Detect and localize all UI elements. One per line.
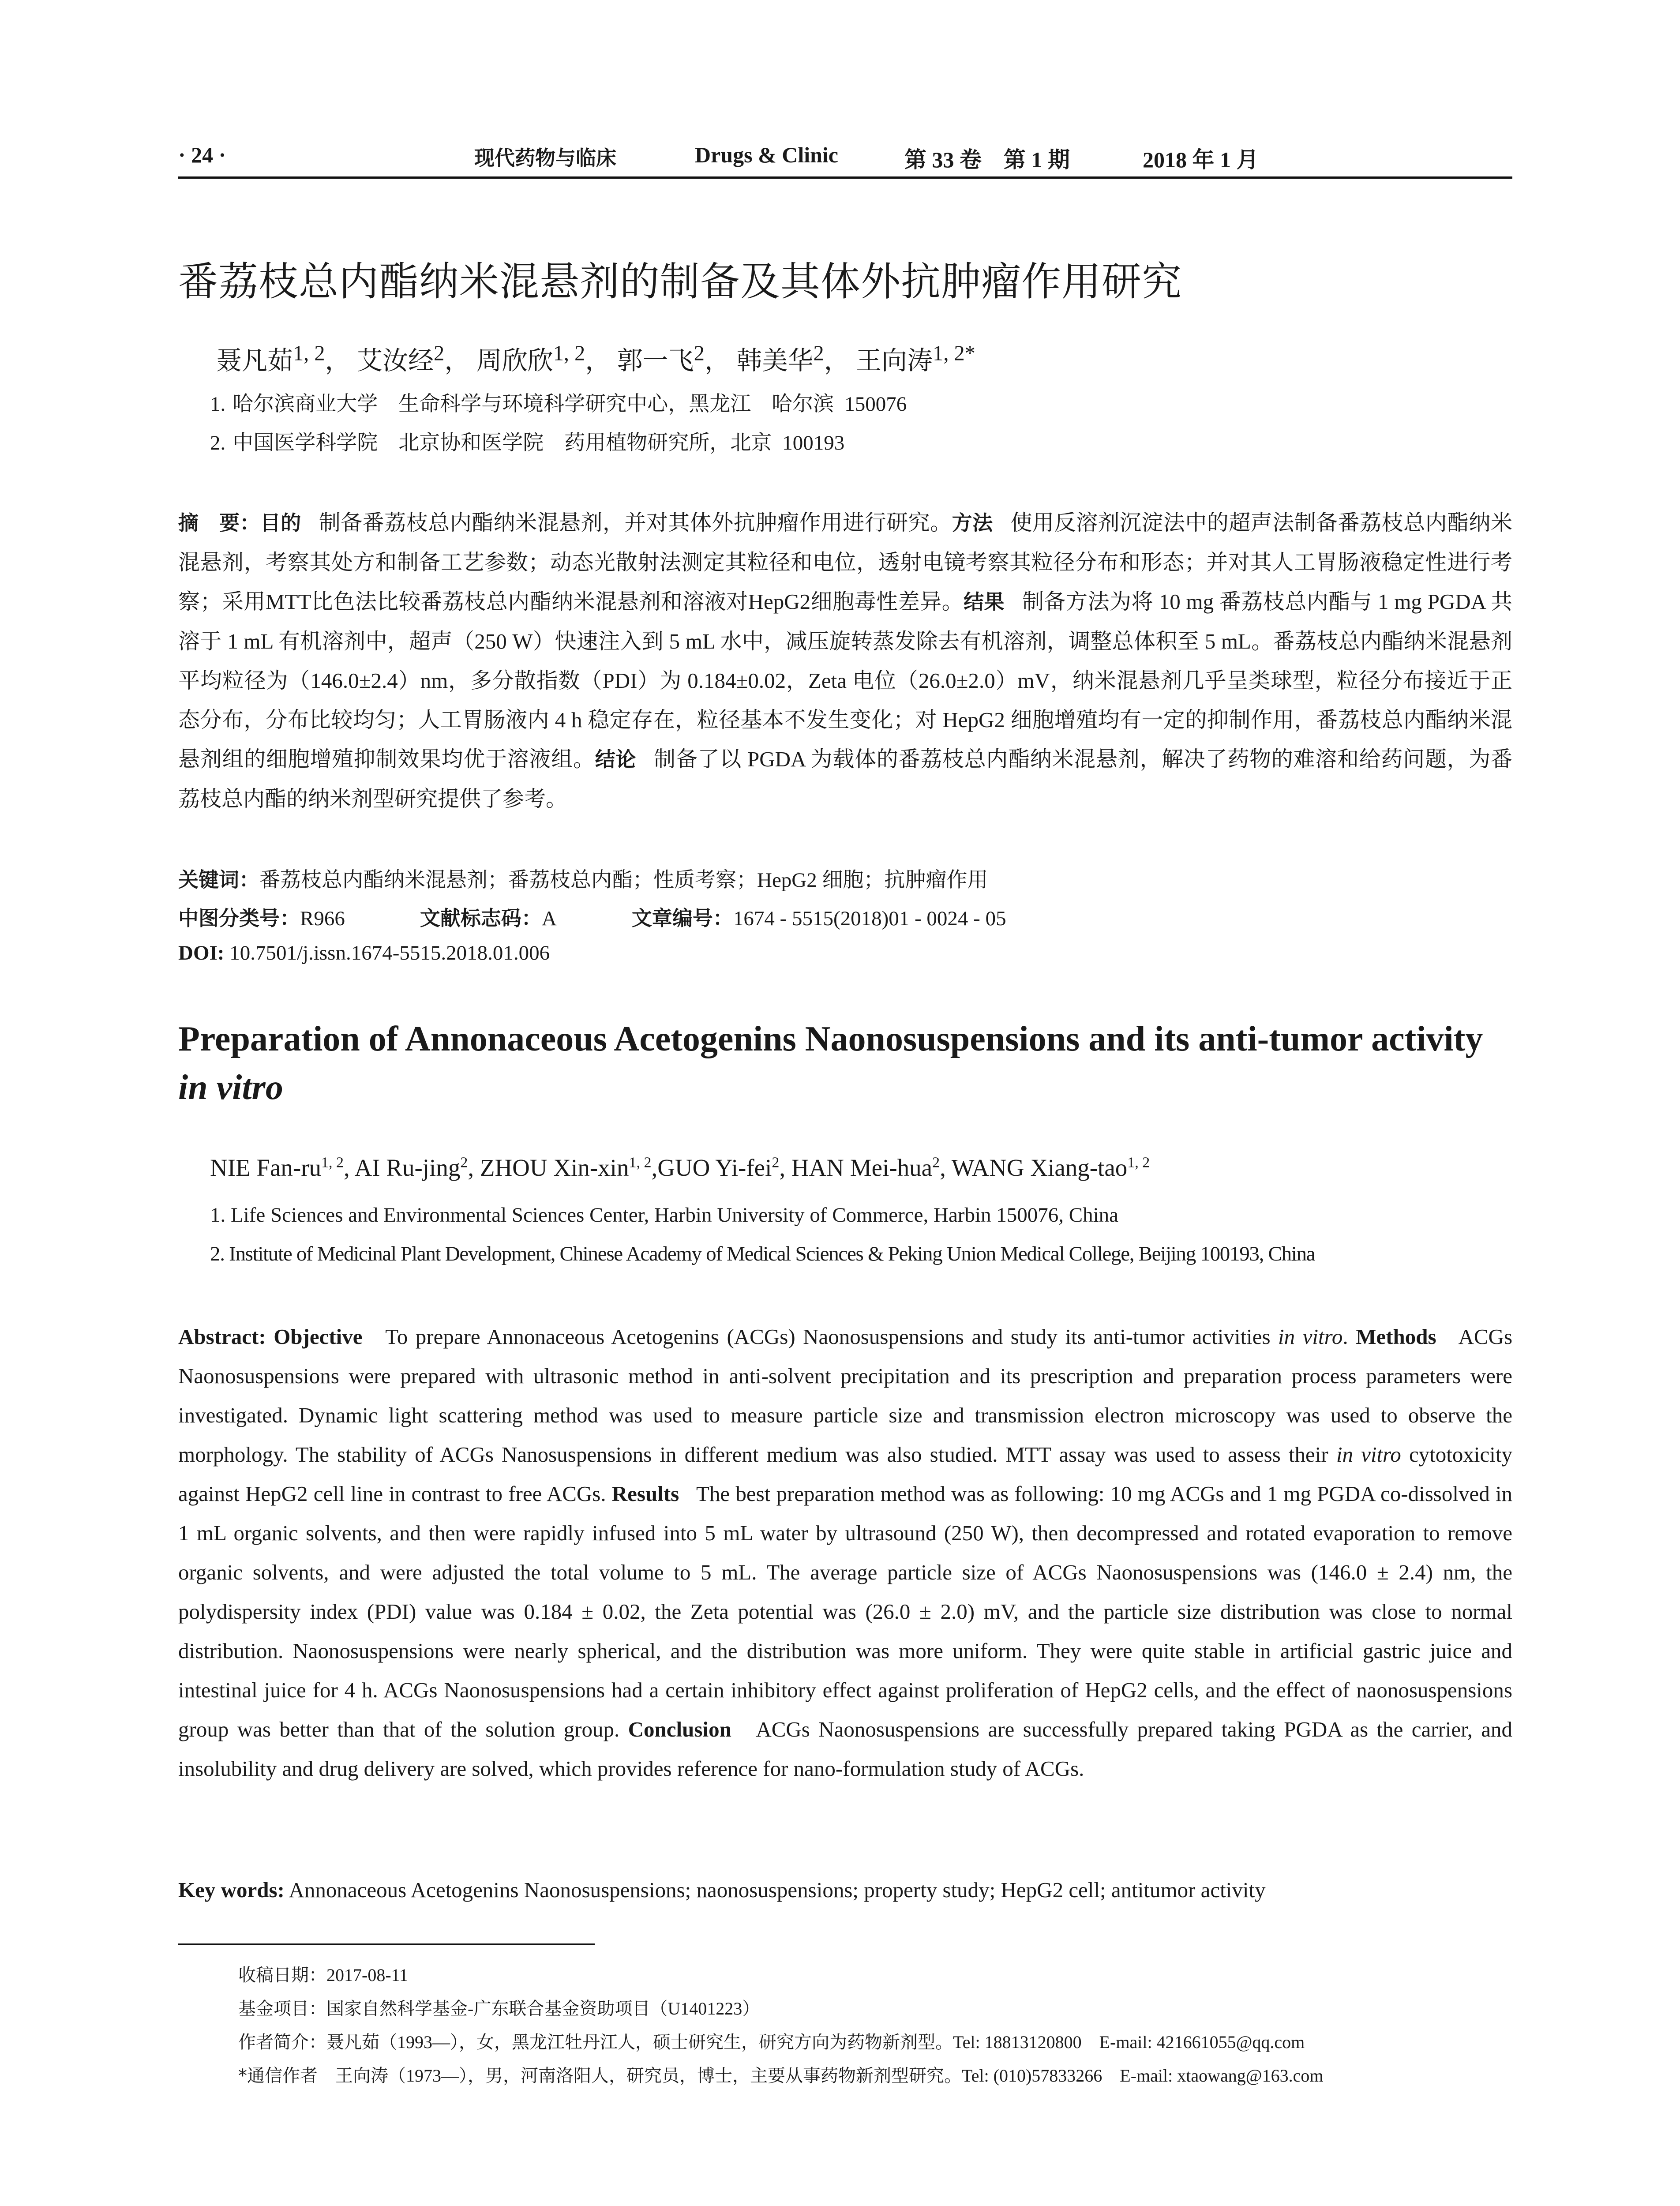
footnote-label: *通信作者	[238, 2066, 318, 2086]
en-title-italic: in vitro	[178, 1068, 283, 1107]
en-author: WANG Xiang-tao	[951, 1154, 1128, 1181]
cn-affiliation	[210, 387, 907, 417]
keywords-label: Key words:	[178, 1878, 285, 1902]
en-abstract	[178, 1317, 1512, 1788]
keywords-label: 关键词：	[178, 868, 259, 892]
footnote-label: 收稿日期：	[238, 1965, 326, 1985]
footnote-author-bio	[238, 2028, 1305, 2053]
affiliation-text: 哈尔滨商业大学 生命科学与环境科学研究中心，黑龙江 哈尔滨	[232, 393, 834, 416]
cn-author-list: 聂凡茹$^{1, 2}$， 艾汝经$^2$， 周欣欣$^{1, 2}$， 郭一飞$^2$， 韩美华$^2$， 王向涛$^{1, 2*}$	[216, 341, 975, 375]
footnote-rule	[178, 1943, 595, 1945]
footnote-text: 国家自然科学基金-广东联合基金资助项目（U1401223）	[326, 1999, 760, 2018]
cn-author-sup: 2	[694, 341, 705, 365]
en-author-sup: 2	[460, 1154, 468, 1171]
author-separator: ,	[651, 1154, 658, 1181]
methods-italic: in vitro	[1336, 1442, 1401, 1467]
cn-title: 番荔枝总内酯纳米混悬剂的制备及其体外抗肿瘤作用研究	[178, 259, 1182, 305]
conclusion-text: 制备了以 PGDA 为载体的番荔枝总内酯纳米混悬剂，解决了药物的难溶和给药问题，为番荔枝总内酯的纳米剂型研究提供了参考。	[178, 747, 1512, 811]
en-author: HAN Mei-hua	[791, 1154, 933, 1181]
author-separator: ,	[940, 1154, 952, 1181]
cn-author: 韩美华	[736, 346, 814, 375]
clc-label: 中图分类号：	[178, 906, 300, 930]
header-rule	[178, 176, 1512, 179]
methods-text: 使用反溶剂沉淀法中的超声法制备番荔枝总内酯纳米混悬剂，考察其处方和制备工艺参数；动态光散射法测定其粒径和电位，透射电镜考察其粒径分布和形态；并对其人工胃肠液稳定性进行考察；采用MTT比色法比较番荔枝总内酯纳米混悬剂和溶液对HepG2细胞毒性差异。	[178, 510, 1512, 614]
page-number: · 24 ·	[178, 143, 226, 167]
footnote-text: 王向涛（1973—），男，河南洛阳人，研究员，博士，主要从事药物新剂型研究。Tel: (010)57833266 E-mail: xtaowang@163.com	[318, 2066, 1324, 2086]
conclusion-label: Conclusion	[628, 1717, 731, 1741]
cn-author: 郭一飞	[617, 346, 694, 375]
en-author-sup: 2	[932, 1154, 940, 1171]
objective-text: To prepare Annonaceous Acetogenins (ACGs) Naonosuspensions and study its anti-tumor activities	[385, 1324, 1271, 1349]
cn-author: 聂凡茹	[216, 346, 293, 375]
cn-author-sup: 1, 2	[553, 341, 585, 365]
footnote-corresponding	[238, 2062, 1323, 2087]
cn-author-sup: 1, 2	[293, 341, 325, 365]
journal-name-cn: 现代药物与临床	[474, 146, 616, 170]
cn-author-sup: 1, 2*	[933, 341, 975, 365]
en-author-sup: 1, 2	[321, 1154, 344, 1171]
en-author-sup: 1, 2	[1127, 1154, 1150, 1171]
article-no-value: 1674 - 5515(2018)01 - 0024 - 05	[733, 907, 1006, 930]
abstract-label: Abstract:	[178, 1324, 266, 1349]
footnote-label: 基金项目：	[238, 1999, 326, 2019]
postcode: 100193	[782, 431, 845, 454]
footnote-text: 聂凡茹（1993—），女，黑龙江牡丹江人，硕士研究生，研究方向为药物新剂型。Tel: 18813120800 E-mail: 421661055@qq.com	[326, 2032, 1305, 2052]
en-author: GUO Yi-fei	[657, 1154, 772, 1181]
cn-author: 周欣欣	[476, 346, 553, 375]
doc-code-label: 文献标志码：	[420, 906, 542, 930]
en-author: AI Ru-jing	[354, 1154, 461, 1181]
objective-label: Objective	[274, 1324, 363, 1349]
en-author: ZHOU Xin-xin	[480, 1154, 629, 1181]
en-author-sup: 2	[772, 1154, 780, 1171]
doc-code-value: A	[541, 907, 557, 930]
cn-author: 艾汝经	[357, 346, 434, 375]
results-text: The best preparation method was as following: 10 mg ACGs and 1 mg PGDA co-dissolved in 1 mL organic solvents, and then were rapidly infused into 5 mL water by ultrasound (250 W), then decompressed and rotated evaporation to remove organic solvents, and were adjusted the total volume to 5 mL. The average particle size of ACGs Naonosuspensions was (146.0 ± 2.4) nm, the polydispersity index (PDI) value was 0.184 ± 0.02, the Zeta potential was (26.0 ± 2.0) mV, and the particle size distribution was close to normal distribution. Naonosuspensions were nearly spherical, and the distribution was more uniform. They were quite stable in artificial gastric juice and intestinal juice for 4 h. ACGs Naonosuspensions had a certain inhibitory effect against proliferation of HepG2 cells, and the effect of naonosuspensions group was better than that of the solution group.	[178, 1482, 1513, 1741]
results-label: Results	[611, 1482, 679, 1506]
doi-line	[178, 941, 550, 965]
classification-line	[178, 902, 1006, 931]
footnote-label: 作者简介：	[238, 2032, 326, 2052]
methods-label: Methods	[1356, 1324, 1436, 1349]
abstract-label: 摘 要：	[178, 511, 260, 535]
en-author-sup: 1, 2	[629, 1154, 652, 1171]
en-keywords	[178, 1877, 1266, 1902]
footnote-received	[238, 1961, 408, 1986]
author-separator: ,	[468, 1154, 480, 1181]
en-affiliation: 2. Institute of Medicinal Plant Development, Chinese Academy of Medical Sciences & Peking Union Medical College, Beijing 100193, China	[210, 1242, 1315, 1265]
affiliation-number: 2.	[210, 431, 226, 454]
conclusion-label: 结论	[595, 747, 637, 771]
footnote-funding	[238, 1995, 760, 2020]
article-no-label: 文章编号：	[631, 906, 733, 930]
methods-text: ACGs Naonosuspensions were prepared with ultrasonic method in anti-solvent precipitation and its prescription and preparation process parameters were investigated. Dynamic light scattering method was used to measure particle size and transmission electron microscopy was used to observe the morphology. The stability of ACGs Nanosuspensions in different medium was also studied. MTT assay was used to assess their	[178, 1324, 1513, 1467]
objective-italic: in vitro	[1278, 1324, 1343, 1349]
methods-label: 方法	[952, 511, 993, 535]
affiliation-text: 中国医学科学院 北京协和医学院 药用植物研究所，北京	[232, 431, 772, 454]
footnote-text: 2017-08-11	[326, 1965, 409, 1985]
en-affiliation: 1. Life Sciences and Environmental Sciences Center, Harbin University of Commerce, Harbin 150076, China	[210, 1204, 1119, 1227]
journal-date: 2018 年 1 月	[1143, 147, 1259, 172]
results-label: 结果	[964, 590, 1005, 614]
cn-author-sup: 2	[813, 341, 824, 365]
cn-affiliation	[210, 426, 844, 456]
en-author: NIE Fan-ru	[210, 1154, 322, 1181]
journal-name-en: Drugs & Clinic	[695, 143, 838, 167]
conclusion-text: ACGs Naonosuspensions are successfully prepared taking PGDA as the carrier, and insolubility and drug delivery are solved, which provides reference for nano-formulation study of ACGs.	[178, 1717, 1513, 1781]
cn-author: 王向涛	[856, 346, 933, 375]
author-separator: ,	[779, 1154, 791, 1181]
objective-text: 制备番荔枝总内酯纳米混悬剂，并对其体外抗肿瘤作用进行研究。	[319, 510, 952, 535]
journal-volume: 第 33 卷 第 1 期	[904, 147, 1070, 172]
cn-keywords	[178, 863, 988, 893]
en-title	[178, 1015, 1512, 1112]
objective-end: .	[1342, 1324, 1348, 1349]
cn-abstract	[178, 503, 1512, 818]
objective-label: 目的	[260, 511, 301, 535]
en-title-main: Preparation of Annonaceous Acetogenins Naonosuspensions and its anti-tumor activity	[178, 1020, 1483, 1058]
affiliation-number: 1.	[210, 393, 226, 416]
doi-value: 10.7501/j.issn.1674-5515.2018.01.006	[229, 942, 550, 964]
results-text: 制备方法为将 10 mg 番荔枝总内酯与 1 mg PGDA 共溶于 1 mL 有机溶剂中，超声（250 W）快速注入到 5 mL 水中，减压旋转蒸发除去有机溶剂，调整总体积至 5 mL。番荔枝总内酯纳米混悬剂平均粒径为（146.0±2.4）nm，多分散指数（PDI）为 0.184±0.02，Zeta 电位（26.0±2.0）mV，纳米混悬剂几乎呈类球型，粒径分布接近于正态分布，分布比较均匀；人工胃肠液内 4 h 稳定存在，粒径基本不发生变化；对 HepG2 细胞增殖均有一定的抑制作用，番荔枝总内酯纳米混悬剂组的细胞增殖抑制效果均优于溶液组。	[178, 589, 1513, 771]
cn-author-sup: 2	[434, 341, 445, 365]
methods-text-end: cytotoxicity against HepG2 cell line in contrast to free ACGs.	[178, 1442, 1513, 1506]
keywords-text: Annonaceous Acetogenins Naonosuspensions; naonosuspensions; property study; HepG2 cell; antitumor activity	[289, 1878, 1266, 1902]
en-author-list	[210, 1154, 1150, 1182]
keywords-text: 番荔枝总内酯纳米混悬剂；番荔枝总内酯；性质考察；HepG2 细胞；抗肿瘤作用	[259, 869, 988, 892]
doi-label: DOI:	[178, 942, 225, 964]
clc-value: R966	[300, 907, 345, 930]
postcode: 150076	[844, 393, 907, 416]
author-separator: ,	[344, 1154, 355, 1181]
